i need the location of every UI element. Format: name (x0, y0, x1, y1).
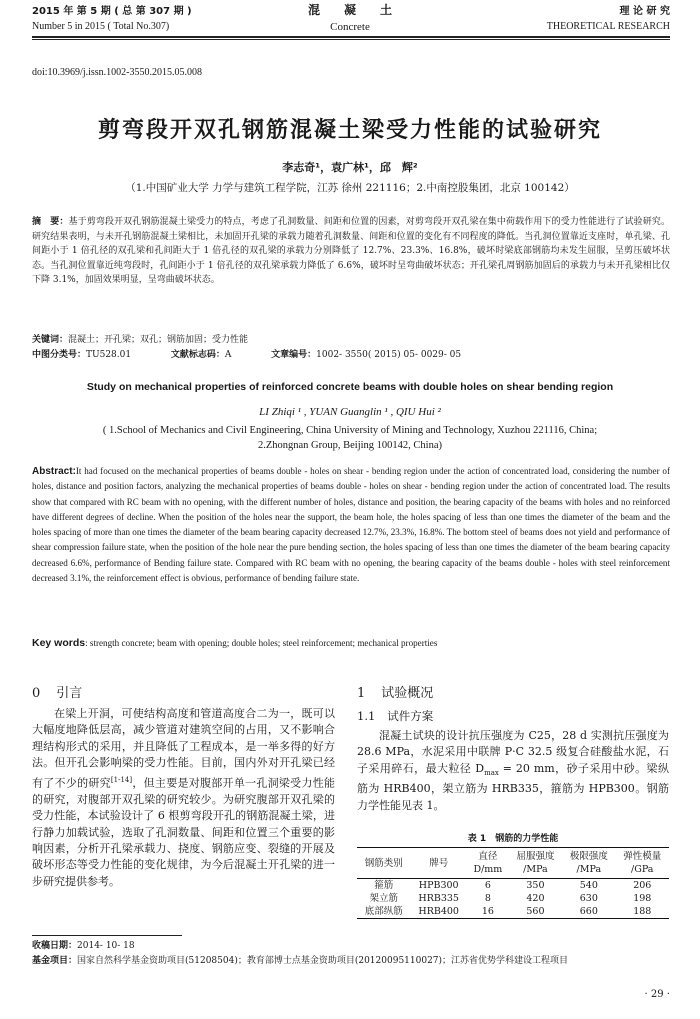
keywords-en-text: : strength concrete; beam with opening; double holes; steel reinforcement; mechanical properties (85, 638, 438, 648)
fund-label: 基金项目： (32, 956, 78, 966)
issue-number-en: Number 5 in 2015 ( Total No.307) (32, 21, 170, 32)
fund-info (32, 954, 672, 969)
table-cell: 8 (484, 893, 491, 904)
table-cell: 660 (562, 905, 615, 919)
header-rule-top (32, 36, 670, 38)
section-0-number: 0 (32, 686, 41, 701)
table-row (357, 905, 669, 919)
table-cell: HPB300 (418, 880, 459, 891)
keywords-text: 混凝土；开孔梁；双孔；钢筋加固；受力性能 (68, 335, 249, 345)
keywords-en-label: Key words (32, 637, 86, 649)
received-value: 2014- 10- 18 (77, 941, 135, 951)
doc-code-label: 文献标志码： (170, 350, 225, 360)
section-label-cn: 理 论 研 究 (619, 6, 670, 17)
section-0-text: 在梁上开洞，可使结构高度和管道高度合二为一，既可以大幅度地降低层高，减少管道对建筑空间的占用，又不影响合理结构形式的采用，并且降低了工程成本，是一举多得的好方法。但开孔会影响梁的受力性能。目前，国内外对开孔梁已经有了不少的研究 (32, 707, 335, 790)
clc-value: TU528.01 (86, 350, 132, 360)
dmax-subscript: max (484, 769, 499, 777)
subsection-1-1-title: 试件方案 (387, 709, 434, 723)
section-0-text-continued: ，但主要是对腹部开单一孔洞梁受力性能的研究，对腹部开双孔梁的研究较少。为研究腹部开双孔梁的受力性能，本试验设计了 6 根剪弯段开孔的钢筋混凝土梁，进行静力加载试验，选取了孔洞数量、间距和位置三个重要的影响因素，分析开孔梁承载力、挠度、钢筋应变、裂缝的开展及破坏形态等受力性能的变化规律，为今后混凝土开孔梁的进一步研究提供参考。 (32, 776, 336, 888)
fund-value: 国家自然科学基金资助项目(51208504)；教育部博士点基金资助项目(20120095110027)；江苏省优势学科建设工程项目 (77, 956, 569, 966)
table-1 (357, 847, 669, 919)
table-header-cell: 牌号 (410, 848, 467, 879)
abstract-cn (32, 215, 670, 288)
header-rule-bottom (32, 39, 670, 40)
received-date (32, 939, 672, 954)
table-cell: 350 (526, 880, 545, 891)
abstract-en-text: It had focused on the mechanical properties of beams double - holes on shear - bending region under the action of concentrated load, considering the number of holes, distance and position factors, analyzing the mechanical properties of beams double - holes on shear - bending region under the action of concentrated load. The results show that compared with RC beam with no opening, with the different number of holes, distance and position, the bearing capacity of the beams with holes and no reinforced have different degrees of decline. When the position of the holes near the support, the beam hole, the holes spacing of less than one times the diameter of the beam and the holes spacing of more than one times the diameter of the beam bearing capacity decreased 12.7%, 23.3%, 16.8%. The bottom steel of beams does not yield and performance of shear compression failure state, when the position of the hole near the pure bending section, the holes spacing of less than one times the diameter of the beam bearing capacity decreased 6.6%, performance of Bending failure state. Compared with RC beam with no opening, the bearing capacity of the beams double - holes with steel reinforcement decreased 3.1%, the reinforcement effect is obvious, performance of bending failure state. (32, 466, 670, 584)
table-cell: 206 (633, 880, 652, 891)
table-header-cell: 极限强度 /MPa (562, 848, 615, 879)
table-cell: 420 (526, 893, 545, 904)
abstract-en-label: Abstract: (32, 466, 76, 477)
section-1-text: 混凝土试块的设计抗压强度为 C25，28 d 实测抗压强度为 28.6 MPa，水泥采用中联牌 P·C 32.5 级复合硅酸盐水泥，石子采用碎石，最大粒径 D (357, 729, 669, 775)
keywords-en (32, 637, 670, 649)
abstract-en (32, 464, 670, 586)
subsection-1-1-number: 1.1 (357, 709, 376, 723)
table-header-cell: 直径 D/mm (467, 848, 509, 879)
affiliation-en (40, 423, 660, 453)
table-cell: 198 (633, 893, 652, 904)
affiliation-en-line-1: ( 1.School of Mechanics and Civil Engineering, China University of Mining and Technology, Xuzhou 221116, China; (102, 425, 598, 436)
section-1-heading (357, 682, 433, 701)
table-cell: 540 (579, 880, 598, 891)
section-label-en: THEORETICAL RESEARCH (546, 21, 670, 32)
table-cell: 630 (579, 893, 598, 904)
journal-name-cn: 混 凝 土 (307, 3, 392, 17)
affiliation-en-line-2: 2.Zhongnan Group, Beijing 100142, China) (257, 440, 443, 451)
classification-line (32, 348, 670, 363)
doc-code-value: A (224, 350, 232, 360)
affiliation: （1.中国矿业大学 力学与建筑工程学院，江苏 徐州 221116；2.中南控股集团，北京 100142） (125, 182, 575, 194)
article-number-value: 1002- 3550( 2015) 05- 0029- 05 (316, 350, 462, 360)
table-cell: 16 (467, 905, 509, 919)
table-cell: 架立筋 (369, 893, 398, 904)
table-header-cell: 弹性模量 /GPa (616, 848, 669, 879)
abstract-text: 基于剪弯段开双孔钢筋混凝土梁受力的特点，考虑了孔洞数量、间距和位置的因素，对剪弯段开双孔梁在集中荷载作用下的受力性能进行了试验研究。研究结果表明，与未开孔钢筋混凝土梁相比，未加固开孔梁的承载力随着孔洞数量、间距和位置的变化有不同程度的降低。当孔洞位置靠近支座时，单孔梁、孔间距小于 1 倍孔径的双孔梁和孔间距大于 1 倍孔径的双孔梁的承载力分别降低了 12.7%、23.3%、16.8%，破坏时梁底部钢筋均未发生屈服，呈剪压破坏状态。当孔洞位置靠近纯弯段时，孔间距小于 1 倍孔径的双孔梁承载力降低了 6.6%，破坏时呈弯曲破坏状态；开孔梁孔周钢筋加固后的承载力与未开孔梁相比仅下降 3.1%，加固效果明显，呈弯曲破坏状态。 (32, 217, 670, 286)
abstract-label: 摘 要： (32, 217, 69, 227)
table-cell: 底部纵筋 (357, 905, 410, 919)
doi: doi:10.3969/j.issn.1002-3550.2015.05.008 (32, 67, 203, 78)
journal-name-en: Concrete (330, 21, 370, 33)
section-1-text-continued: = 20 mm，砂子采用中砂。梁纵筋为 HRB400，架立筋为 HRB335，箍筋为 HPB300。钢筋力学性能见表 1。 (357, 761, 669, 812)
table-cell: 6 (484, 880, 491, 891)
issue-number-cn: 2015 年 第 5 期 ( 总 第 307 期 ) (32, 6, 192, 17)
table-cell: 188 (616, 905, 669, 919)
authors-en: LI Zhiqi ¹ , YUAN Guanglin ¹ , QIU Hui ² (259, 406, 441, 418)
keywords-label: 关键词： (32, 335, 69, 345)
table-row (357, 879, 669, 893)
table-1-caption: 表 1 钢筋的力学性能 (467, 834, 559, 844)
table-cell: 箍筋 (374, 880, 394, 891)
table-header-cell: 屈服强度 /MPa (509, 848, 562, 879)
section-0-heading (32, 682, 82, 701)
table-header-cell: 钢筋类别 (357, 848, 410, 879)
footnote-rule (32, 935, 182, 936)
keywords-cn (32, 333, 670, 348)
table-cell: HRB335 (418, 893, 459, 904)
table-header-row (357, 848, 669, 879)
footnote (32, 939, 672, 969)
paper-title: 剪弯段开双孔钢筋混凝土梁受力性能的试验研究 (97, 118, 602, 143)
authors: 李志奇¹，袁广林¹，邱 辉² (282, 161, 418, 174)
table-cell: 560 (509, 905, 562, 919)
section-1-body (357, 728, 669, 814)
subsection-1-1-heading (357, 708, 433, 724)
section-0-body (32, 706, 335, 890)
page-number: · 29 · (644, 989, 670, 1000)
section-0-title: 引言 (56, 686, 83, 701)
section-1-title: 试验概况 (381, 686, 434, 701)
paper-title-en: Study on mechanical properties of reinforced concrete beams with double holes on shear bending region (86, 381, 614, 393)
received-label: 收稿日期： (32, 941, 78, 951)
article-number-label: 文章编号： (271, 350, 317, 360)
section-1-number: 1 (357, 686, 366, 701)
clc-label: 中图分类号： (32, 350, 87, 360)
table-row (357, 892, 669, 905)
table-cell: HRB400 (410, 905, 467, 919)
citation: [1-14] (110, 775, 133, 784)
